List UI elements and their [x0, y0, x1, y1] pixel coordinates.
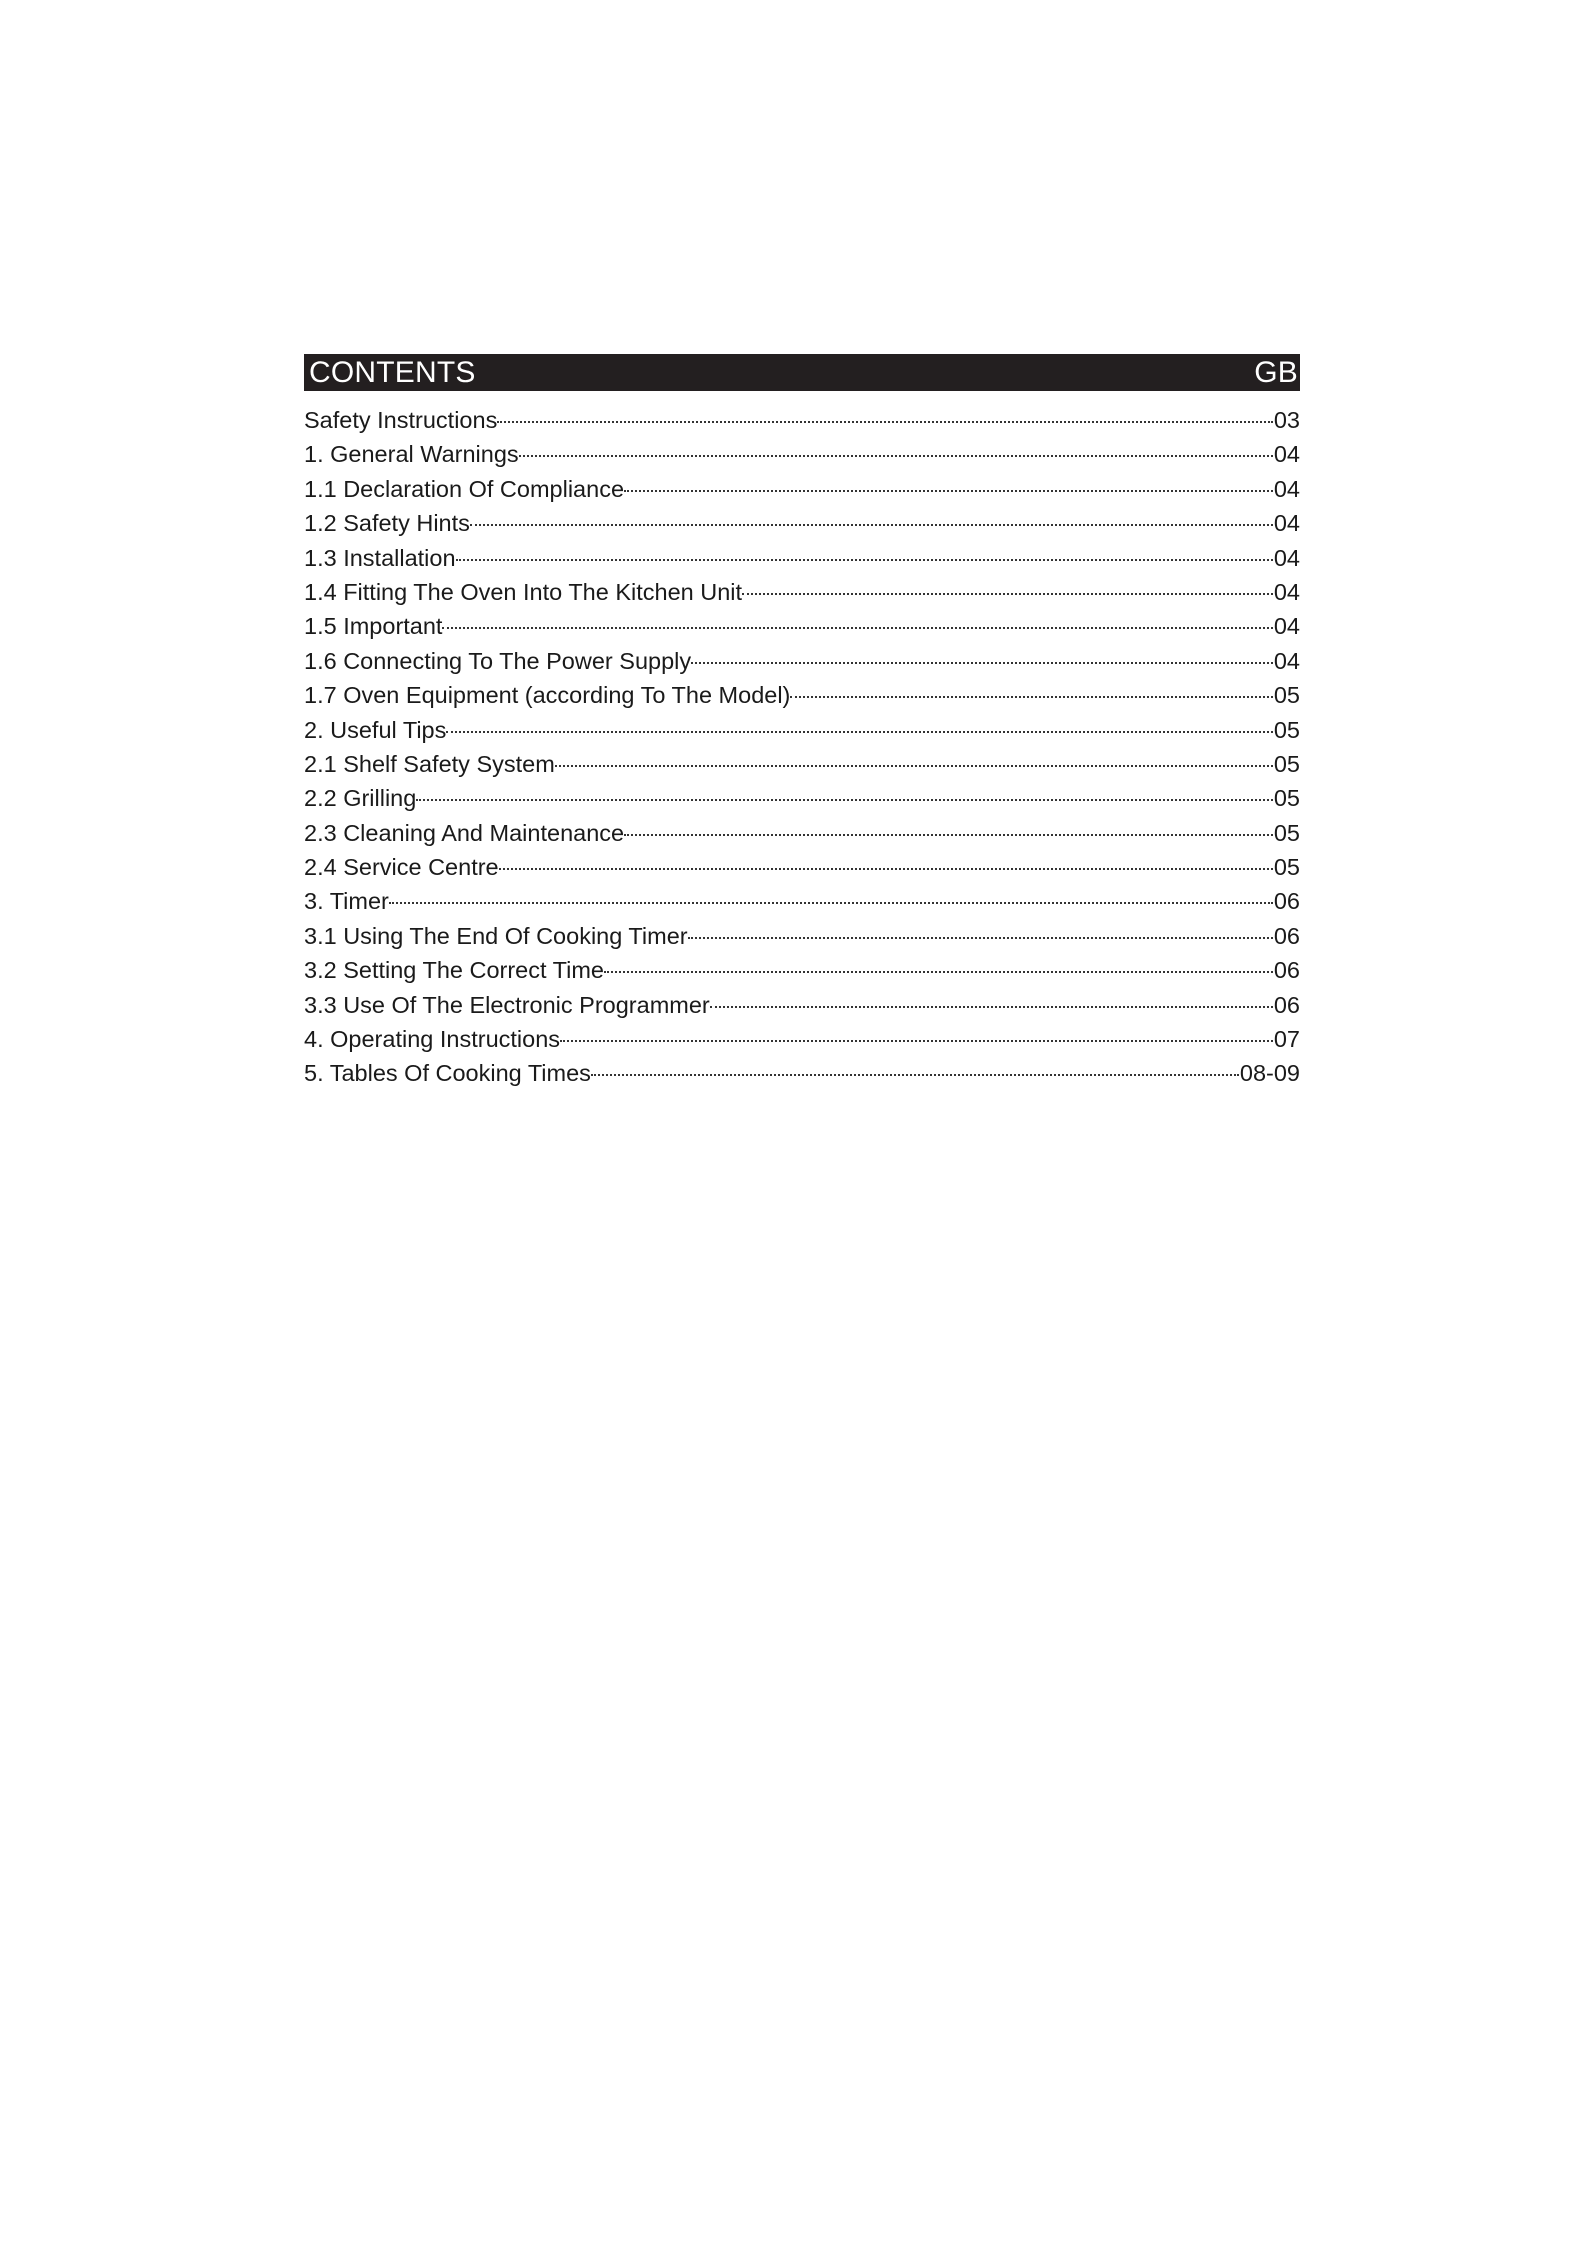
toc-entry[interactable]	[304, 919, 1300, 953]
dot-leader	[499, 868, 1273, 870]
toc-entry[interactable]	[304, 575, 1300, 609]
dot-leader	[555, 765, 1273, 767]
dot-leader	[497, 421, 1273, 423]
toc-entry-title: 2.3 Cleaning And Maintenance	[304, 819, 625, 846]
toc-entry-page: 07	[1273, 1026, 1300, 1053]
toc-entry-title: 3.3 Use Of The Electronic Programmer	[304, 991, 710, 1018]
toc-entry[interactable]	[304, 781, 1300, 815]
toc-entry-title: 4. Operating Instructions	[304, 1026, 561, 1053]
toc-entry[interactable]	[304, 403, 1300, 437]
dot-leader	[389, 902, 1273, 904]
toc-entry[interactable]	[304, 953, 1300, 987]
toc-entry[interactable]	[304, 472, 1300, 506]
dot-leader	[519, 455, 1273, 457]
dot-leader	[446, 731, 1272, 733]
table-of-contents	[304, 403, 1300, 1091]
toc-entry[interactable]	[304, 1056, 1300, 1090]
toc-entry-page: 05	[1273, 785, 1300, 812]
dot-leader	[591, 1074, 1239, 1076]
toc-entry[interactable]	[304, 1022, 1300, 1056]
dot-leader	[691, 662, 1273, 664]
toc-entry-page: 04	[1273, 578, 1300, 605]
toc-entry-title: 1. General Warnings	[304, 441, 519, 468]
toc-entry[interactable]	[304, 678, 1300, 712]
toc-entry-title: 3.2 Setting The Correct Time	[304, 957, 604, 984]
toc-entry-page: 05	[1273, 716, 1300, 743]
toc-entry[interactable]	[304, 884, 1300, 918]
dot-leader	[710, 1006, 1273, 1008]
dot-leader	[456, 559, 1273, 561]
toc-entry[interactable]	[304, 644, 1300, 678]
toc-entry-title: 1.7 Oven Equipment (according To The Model)	[304, 682, 791, 709]
toc-entry-page: 05	[1273, 682, 1300, 709]
dot-leader	[416, 799, 1273, 801]
toc-entry[interactable]	[304, 747, 1300, 781]
toc-entry-page: 03	[1273, 407, 1300, 433]
toc-entry-page: 05	[1273, 750, 1300, 777]
toc-entry-title: 2.1 Shelf Safety System	[304, 750, 555, 777]
dot-leader	[624, 834, 1273, 836]
toc-entry-page: 04	[1273, 544, 1300, 571]
toc-entry-page: 04	[1273, 441, 1300, 468]
toc-entry[interactable]	[304, 816, 1300, 850]
dot-leader	[624, 490, 1273, 492]
dot-leader	[470, 524, 1273, 526]
contents-section	[304, 354, 1300, 1091]
toc-entry-title: 3.1 Using The End Of Cooking Timer	[304, 922, 688, 949]
toc-entry-page: 04	[1273, 475, 1300, 502]
toc-entry-page: 08-09	[1239, 1060, 1300, 1087]
toc-entry-page: 04	[1273, 613, 1300, 640]
toc-entry-title: Safety Instructions	[304, 407, 498, 433]
toc-entry-title: 2.4 Service Centre	[304, 854, 499, 881]
toc-entry-page: 05	[1273, 854, 1300, 881]
toc-entry-title: 1.4 Fitting The Oven Into The Kitchen Unit	[304, 578, 743, 605]
dot-leader	[560, 1040, 1273, 1042]
toc-entry-page: 04	[1273, 510, 1300, 537]
toc-entry[interactable]	[304, 609, 1300, 643]
dot-leader	[688, 937, 1273, 939]
toc-entry[interactable]	[304, 988, 1300, 1022]
toc-entry-title: 1.2 Safety Hints	[304, 510, 470, 537]
toc-entry-page: 06	[1273, 922, 1300, 949]
language-code: GB	[1254, 356, 1298, 389]
dot-leader	[790, 696, 1272, 698]
toc-entry-title: 2. Useful Tips	[304, 716, 447, 743]
toc-entry[interactable]	[304, 850, 1300, 884]
contents-heading: CONTENTS	[309, 356, 476, 389]
toc-entry-page: 06	[1273, 991, 1300, 1018]
toc-entry-title: 1.1 Declaration Of Compliance	[304, 475, 625, 502]
contents-header-bar	[304, 354, 1300, 391]
toc-entry-title: 1.6 Connecting To The Power Supply	[304, 647, 692, 674]
toc-entry[interactable]	[304, 541, 1300, 575]
toc-entry[interactable]	[304, 506, 1300, 540]
dot-leader	[442, 627, 1272, 629]
toc-entry-title: 1.5 Important	[304, 613, 443, 640]
toc-entry-page: 05	[1273, 819, 1300, 846]
toc-entry[interactable]	[304, 437, 1300, 471]
toc-entry-title: 1.3 Installation	[304, 544, 456, 571]
toc-entry[interactable]	[304, 713, 1300, 747]
toc-entry-page: 04	[1273, 647, 1300, 674]
dot-leader	[742, 593, 1273, 595]
toc-entry-title: 5. Tables Of Cooking Times	[304, 1060, 591, 1087]
toc-entry-page: 06	[1273, 888, 1300, 915]
dot-leader	[604, 971, 1273, 973]
toc-entry-title: 2.2 Grilling	[304, 785, 417, 812]
toc-entry-page: 06	[1273, 957, 1300, 984]
toc-entry-title: 3. Timer	[304, 888, 389, 915]
